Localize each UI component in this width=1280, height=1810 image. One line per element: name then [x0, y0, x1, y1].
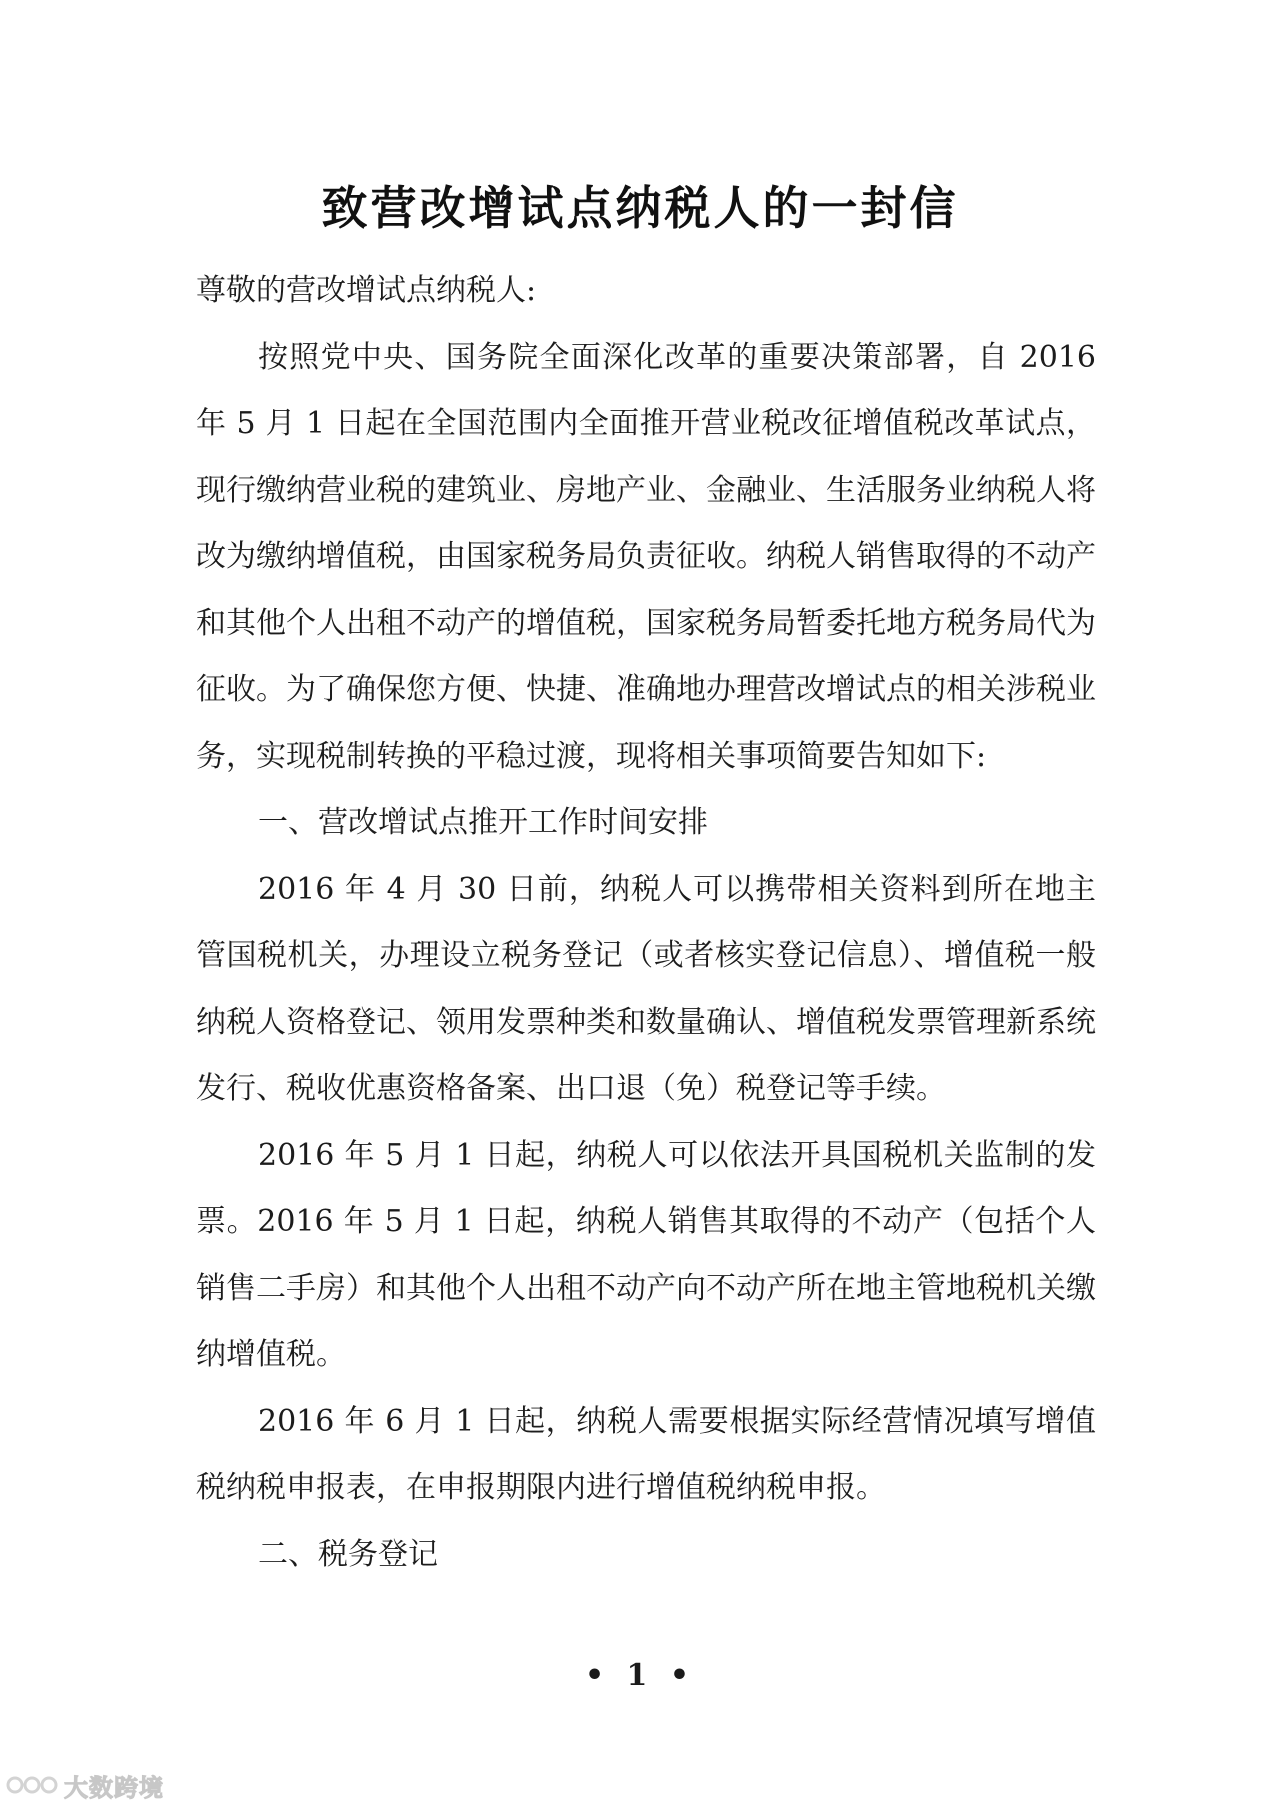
section-heading-1: 一、营改增试点推开工作时间安排 — [258, 805, 708, 840]
watermark-text: 大数跨境 — [64, 1773, 164, 1802]
salutation: 尊敬的营改增试点纳税人: — [196, 273, 537, 308]
paragraph-june: 2016 年 6 月 1 日起，纳税人需要根据实际经营情况填写增值税纳税申报表，在申报期限内进行增值税纳税申报。 — [196, 1403, 1096, 1505]
paragraph-intro: 按照党中央、国务院全面深化改革的重要决策部署，自 2016 年 5 月 1 日起在全国范围内全面推开营业税改征增值税改革试点，现行缴纳营业税的建筑业、房地产业、金融业、生活服务业纳税人将改为缴纳增值税，由国家税务局负责征收。纳税人销售取得的不动产和其他个人出租不动产的增值税，国家税务局暂委托地方税务局代为征收。为了确保您方便、快捷、准确地办理营改增试点的相关涉税业务，实现税制转换的平稳过渡，现将相关事项简要告知如下: — [196, 339, 1096, 774]
section-heading-2: 二、税务登记 — [258, 1536, 438, 1572]
document-body — [196, 258, 1096, 1588]
paragraph-may: 2016 年 5 月 1 日起，纳税人可以依法开具国税机关监制的发票。2016 年 5 月 1 日起，纳税人销售其取得的不动产（包括个人销售二手房）和其他个人出租不动产向不动产所在地主管地税机关缴纳增值税。 — [196, 1137, 1096, 1372]
logo-icon — [6, 1773, 58, 1797]
watermark — [6, 1770, 164, 1800]
document-title: 致营改增试点纳税人的一封信 — [321, 181, 959, 235]
paragraph-april: 2016 年 4 月 30 日前，纳税人可以携带相关资料到所在地主管国税机关，办理设立税务登记（或者核实登记信息）、增值税一般纳税人资格登记、领用发票种类和数量确认、增值税发票管理新系统发行、税收优惠资格备案、出口退（免）税登记等手续。 — [196, 871, 1096, 1106]
page-number: • 1 • — [584, 1658, 696, 1693]
